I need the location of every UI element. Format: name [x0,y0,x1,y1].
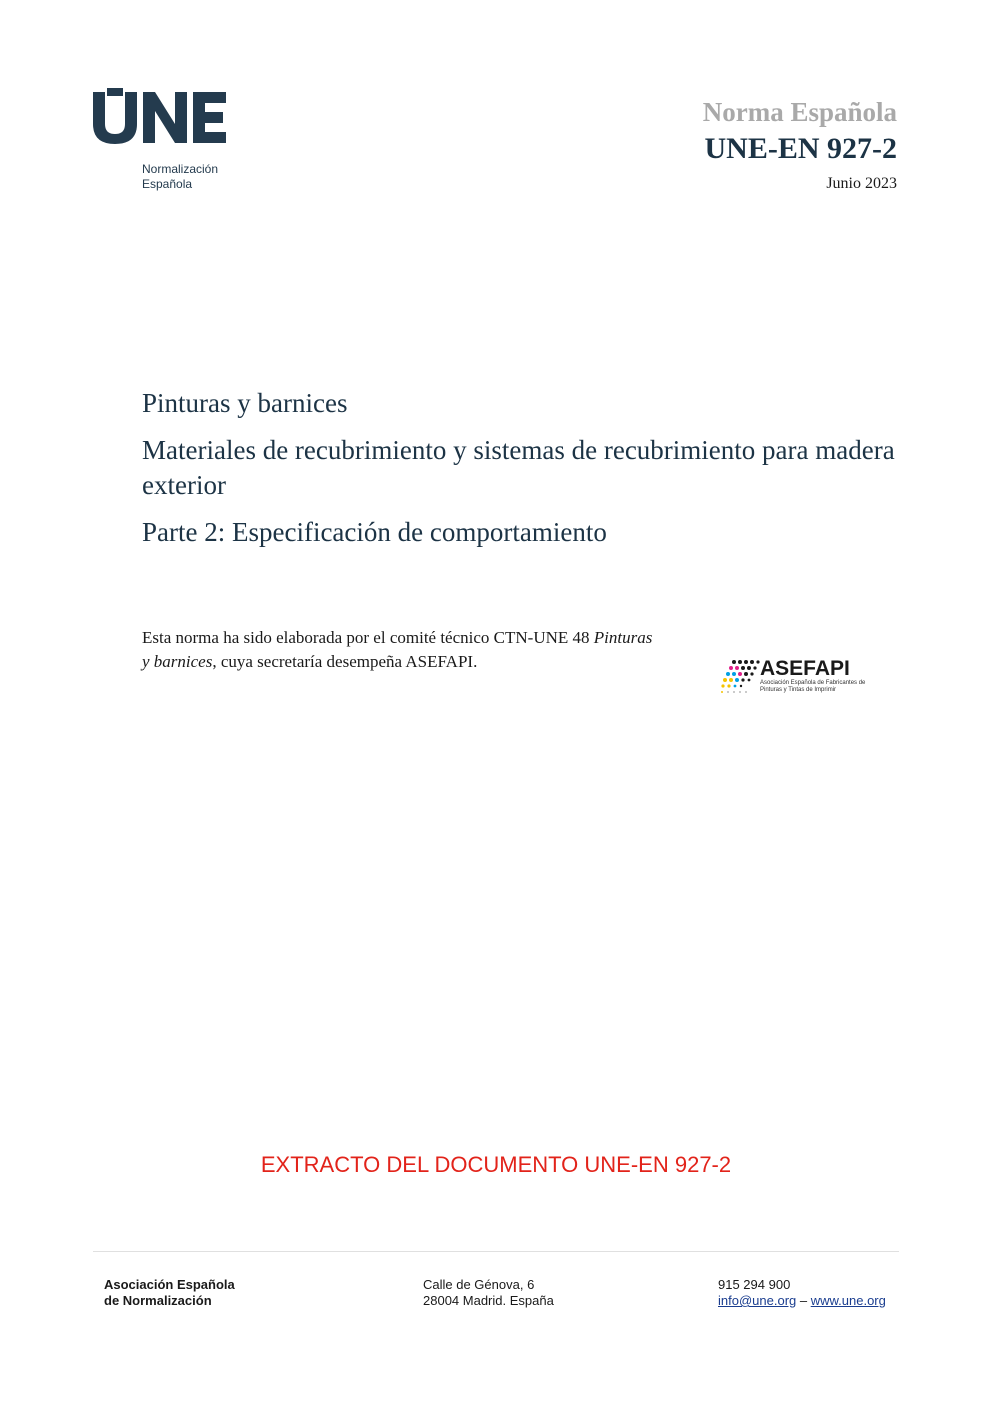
extract-notice: EXTRACTO DEL DOCUMENTO UNE-EN 927-2 [260,1152,732,1177]
standard-kicker: Norma Española [702,97,897,127]
title-line-1: Pinturas y barnices [142,388,348,418]
committee-statement [142,626,662,674]
une-subtitle-line1: Normalización [142,162,219,176]
standard-code: UNE-EN 927-2 [704,132,897,165]
footer-phone: 915 294 900 [718,1277,791,1292]
footer-contact [718,1277,886,1309]
footer-link-separator: – [796,1293,811,1308]
footer-org-line1: Asociación Española [104,1277,235,1292]
asefapi-description: Asociación Española de Fabricantes de Pinturas y Tintas de Imprimir [760,680,866,693]
une-logo-mark [93,88,233,148]
footer-address [423,1277,554,1309]
footer-address-line1: Calle de Génova, 6 [423,1277,535,1292]
une-logo-subtitle [142,162,218,192]
website-link[interactable]: www.une.org [810,1293,886,1308]
footer-organization [104,1277,235,1309]
title-line-3: Parte 2: Especificación de comportamiento [142,517,607,547]
une-subtitle-line2: Española [142,177,193,191]
footer-links [718,1293,886,1309]
committee-name: Pinturas y barnices [142,628,653,671]
asefapi-logo [720,656,870,700]
footer-org-line2: de Normalización [104,1293,212,1308]
committee-suffix: , cuya secretaría desempeña ASEFAPI. [212,652,478,671]
title-line-2: Materiales de recubrimiento y sistemas de recubrimiento para madera exterior [142,435,895,500]
footer-address-line2: 28004 Madrid. España [423,1293,554,1308]
asefapi-dots-icon [720,656,760,696]
document-titles [142,386,902,550]
email-link[interactable]: info@une.org [718,1293,797,1308]
document-header [703,96,897,194]
committee-prefix: Esta norma ha sido elaborada por el comité técnico CTN-UNE 48 [142,628,594,647]
footer-divider [93,1251,899,1252]
publication-date: Junio 2023 [826,175,897,192]
asefapi-name: ASEFAPI [760,657,850,680]
